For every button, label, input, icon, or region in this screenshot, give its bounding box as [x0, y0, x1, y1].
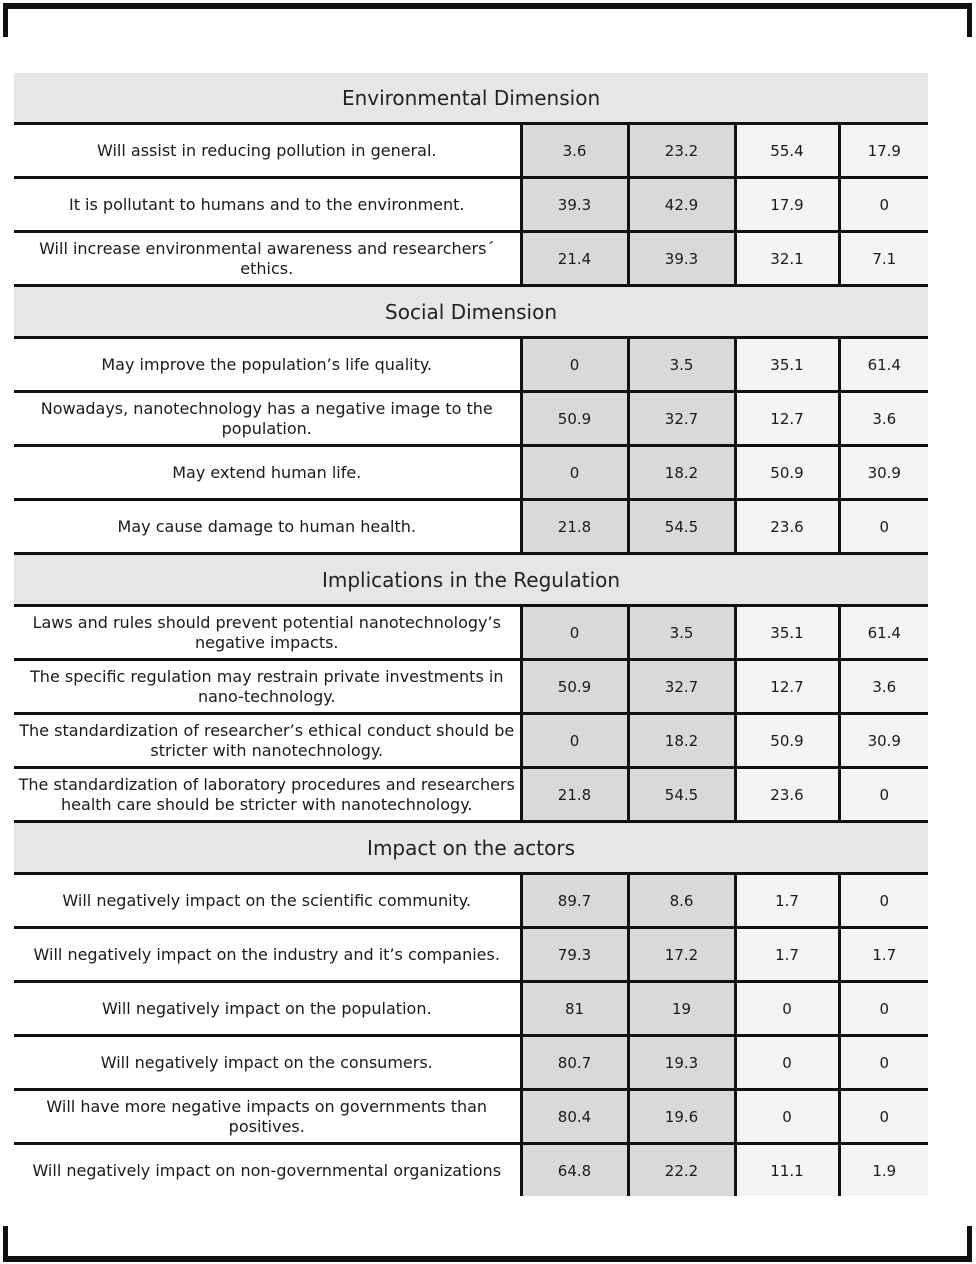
value-cell-4: 17.9: [839, 124, 928, 178]
value-cell-2: 54.5: [628, 768, 735, 822]
value-cell-2: 39.3: [628, 232, 735, 286]
value-cell-3: 35.1: [735, 338, 839, 392]
value-cell-1: 89.7: [521, 874, 628, 928]
section-title: Social Dimension: [14, 286, 928, 338]
table-row: [14, 500, 928, 554]
statement-cell: The standardization of laboratory procedures and researchers health care should be stricter with nanotechnology.: [14, 768, 521, 822]
table-row: [14, 660, 928, 714]
statement-cell: Will negatively impact on the population.: [14, 982, 521, 1036]
value-cell-2: 22.2: [628, 1144, 735, 1197]
statement-cell: May cause damage to human health.: [14, 500, 521, 554]
value-cell-4: 61.4: [839, 338, 928, 392]
value-cell-2: 42.9: [628, 178, 735, 232]
table-row: [14, 768, 928, 822]
value-cell-2: 19: [628, 982, 735, 1036]
statement-cell: Will assist in reducing pollution in general.: [14, 124, 521, 178]
frame-top-bracket: [3, 3, 972, 37]
table-row: [14, 178, 928, 232]
value-cell-1: 0: [521, 606, 628, 660]
value-cell-3: 0: [735, 1036, 839, 1090]
value-cell-4: 1.7: [839, 928, 928, 982]
statement-cell: Will increase environmental awareness and researchers´ ethics.: [14, 232, 521, 286]
statement-cell: It is pollutant to humans and to the environment.: [14, 178, 521, 232]
value-cell-3: 0: [735, 982, 839, 1036]
value-cell-4: 30.9: [839, 714, 928, 768]
value-cell-3: 0: [735, 1090, 839, 1144]
value-cell-3: 55.4: [735, 124, 839, 178]
value-cell-2: 32.7: [628, 660, 735, 714]
value-cell-4: 3.6: [839, 392, 928, 446]
value-cell-2: 18.2: [628, 714, 735, 768]
table-row: [14, 874, 928, 928]
value-cell-3: 35.1: [735, 606, 839, 660]
value-cell-1: 21.4: [521, 232, 628, 286]
table-row: [14, 1144, 928, 1197]
section-header-row: [14, 554, 928, 606]
value-cell-1: 3.6: [521, 124, 628, 178]
value-cell-1: 64.8: [521, 1144, 628, 1197]
section-title: Impact on the actors: [14, 822, 928, 874]
value-cell-3: 11.1: [735, 1144, 839, 1197]
section-header-row: [14, 286, 928, 338]
value-cell-4: 0: [839, 768, 928, 822]
statement-cell: Will negatively impact on the consumers.: [14, 1036, 521, 1090]
table-body: [14, 73, 928, 1196]
statement-cell: Nowadays, nanotechnology has a negative image to the population.: [14, 392, 521, 446]
value-cell-4: 0: [839, 1036, 928, 1090]
value-cell-1: 21.8: [521, 768, 628, 822]
value-cell-1: 80.4: [521, 1090, 628, 1144]
value-cell-1: 79.3: [521, 928, 628, 982]
value-cell-3: 50.9: [735, 714, 839, 768]
statement-cell: Will negatively impact on the scientific community.: [14, 874, 521, 928]
value-cell-3: 1.7: [735, 928, 839, 982]
value-cell-3: 23.6: [735, 500, 839, 554]
statement-cell: May extend human life.: [14, 446, 521, 500]
section-header-row: [14, 73, 928, 124]
value-cell-2: 3.5: [628, 338, 735, 392]
statement-cell: The specific regulation may restrain private investments in nano-technology.: [14, 660, 521, 714]
value-cell-3: 12.7: [735, 392, 839, 446]
statement-cell: May improve the population’s life quality.: [14, 338, 521, 392]
value-cell-4: 0: [839, 1090, 928, 1144]
value-cell-4: 30.9: [839, 446, 928, 500]
value-cell-1: 39.3: [521, 178, 628, 232]
value-cell-2: 8.6: [628, 874, 735, 928]
table-row: [14, 928, 928, 982]
value-cell-3: 17.9: [735, 178, 839, 232]
table-row: [14, 338, 928, 392]
table-row: [14, 1036, 928, 1090]
table-row: [14, 446, 928, 500]
value-cell-4: 3.6: [839, 660, 928, 714]
statement-cell: The standardization of researcher’s ethical conduct should be stricter with nanotechnology.: [14, 714, 521, 768]
value-cell-2: 19.6: [628, 1090, 735, 1144]
value-cell-4: 0: [839, 982, 928, 1036]
value-cell-2: 32.7: [628, 392, 735, 446]
table-row: [14, 392, 928, 446]
value-cell-1: 0: [521, 338, 628, 392]
statement-cell: Will negatively impact on non-governmental organizations: [14, 1144, 521, 1197]
value-cell-3: 1.7: [735, 874, 839, 928]
value-cell-4: 1.9: [839, 1144, 928, 1197]
section-header-row: [14, 822, 928, 874]
value-cell-1: 80.7: [521, 1036, 628, 1090]
value-cell-1: 0: [521, 714, 628, 768]
value-cell-3: 32.1: [735, 232, 839, 286]
value-cell-1: 21.8: [521, 500, 628, 554]
statement-cell: Will negatively impact on the industry and it’s companies.: [14, 928, 521, 982]
table-row: [14, 982, 928, 1036]
value-cell-2: 3.5: [628, 606, 735, 660]
table-row: [14, 606, 928, 660]
statement-cell: Laws and rules should prevent potential nanotechnology’s negative impacts.: [14, 606, 521, 660]
value-cell-2: 19.3: [628, 1036, 735, 1090]
value-cell-2: 23.2: [628, 124, 735, 178]
value-cell-4: 0: [839, 500, 928, 554]
value-cell-1: 81: [521, 982, 628, 1036]
value-cell-4: 0: [839, 874, 928, 928]
value-cell-1: 50.9: [521, 660, 628, 714]
table-row: [14, 1090, 928, 1144]
section-title: Implications in the Regulation: [14, 554, 928, 606]
value-cell-3: 50.9: [735, 446, 839, 500]
frame-bottom-bracket: [3, 1226, 972, 1262]
table-row: [14, 232, 928, 286]
value-cell-4: 0: [839, 178, 928, 232]
value-cell-1: 50.9: [521, 392, 628, 446]
value-cell-2: 17.2: [628, 928, 735, 982]
statement-cell: Will have more negative impacts on governments than positives.: [14, 1090, 521, 1144]
value-cell-3: 12.7: [735, 660, 839, 714]
value-cell-2: 54.5: [628, 500, 735, 554]
table-row: [14, 714, 928, 768]
value-cell-4: 61.4: [839, 606, 928, 660]
value-cell-1: 0: [521, 446, 628, 500]
table-row: [14, 124, 928, 178]
section-title: Environmental Dimension: [14, 73, 928, 124]
value-cell-4: 7.1: [839, 232, 928, 286]
value-cell-3: 23.6: [735, 768, 839, 822]
value-cell-2: 18.2: [628, 446, 735, 500]
survey-results-table: [14, 73, 928, 1196]
